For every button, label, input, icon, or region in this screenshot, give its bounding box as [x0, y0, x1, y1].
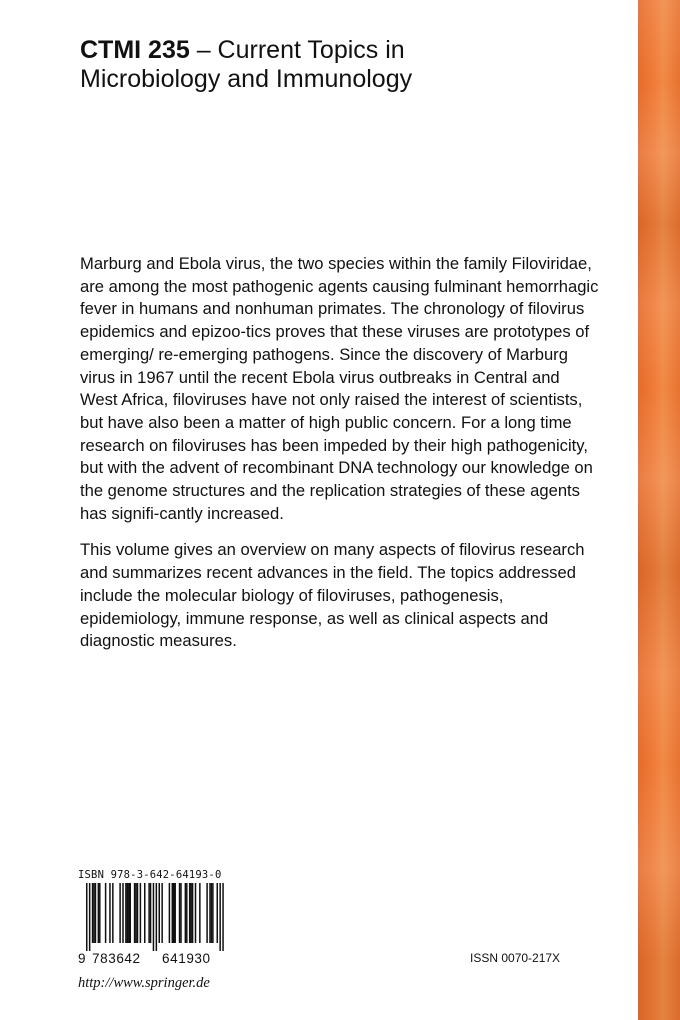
barcode-bar — [112, 883, 114, 943]
barcode-bar — [209, 883, 211, 943]
barcode-bar — [161, 883, 163, 943]
barcode-bar — [130, 883, 132, 943]
barcode-bar — [169, 883, 171, 943]
isbn-label: ISBN 978-3-642-64193-0 — [78, 869, 222, 881]
cover-spine-edge — [638, 0, 680, 1020]
back-cover-blurb — [80, 253, 600, 667]
barcode-bar — [92, 883, 94, 943]
ean-digit-group-1: 783642 — [92, 951, 141, 966]
isbn-barcode-block — [78, 869, 248, 969]
ean-barcode — [78, 883, 228, 951]
barcode-guard-bar — [89, 883, 91, 951]
barcode-bar — [95, 883, 97, 943]
barcode-bar — [179, 883, 181, 943]
ean-digit-group-2: 641930 — [162, 951, 211, 966]
barcode-bar — [174, 883, 176, 943]
barcode-bar — [206, 883, 208, 943]
barcode-bar — [212, 883, 214, 943]
barcode-bar — [99, 883, 101, 943]
barcode-bar — [148, 883, 150, 943]
barcode-guard-bar — [156, 883, 158, 951]
barcode-bar — [98, 883, 100, 943]
barcode-guard-bar — [153, 883, 155, 951]
blurb-paragraph-2: This volume gives an overview on many aspects of filovirus research and summarizes recent advances in the field. The topics addressed include the molecular biology of filoviruses, pathogenesis, epidemiology, immune response, as well as clinical aspects and diagnostic measures. — [80, 540, 585, 651]
barcode-bar — [140, 883, 142, 943]
barcode-bar — [125, 883, 127, 943]
barcode-bar — [211, 883, 213, 943]
ean-digit-first: 9 — [78, 951, 87, 966]
barcode-bar — [190, 883, 192, 943]
series-number: CTMI 235 — [80, 36, 190, 64]
barcode-bar — [122, 883, 124, 943]
barcode-bar — [134, 883, 136, 943]
publisher-url: http://www.springer.de — [78, 975, 210, 991]
blurb-paragraph-1: Marburg and Ebola virus, the two species within the family Filoviridae, are among the most pathogenic agents causing fulminant hemorrhagic fever in humans and nonhuman primates. The chronology of filovirus epidemics and epizoo-tics proves that these viruses are prototypes of emerging/ re-emerging pathogens. Since the discovery of Marburg virus in 1967 until the recent Ebola virus outbreaks in Central and West Africa, filoviruses have not only raised the interest of scientists, but have also been a matter of high public concern. For a long time research on filoviruses has been impeded by their high pathogenicity, but with the advent of recombinant DNA technology our knowledge on the genome structures and the replication strategies of these agents has signifi-cantly increased. — [80, 254, 599, 523]
barcode-bar — [109, 883, 111, 943]
barcode-bar — [150, 883, 152, 943]
barcode-bar — [195, 883, 197, 943]
barcode-guard-bar — [219, 883, 221, 951]
barcode-bar — [144, 883, 146, 943]
barcode-bar — [93, 883, 95, 943]
barcode-bar — [172, 883, 174, 943]
barcode-guard-bar — [222, 883, 224, 951]
barcode-bar — [135, 883, 137, 943]
barcode-bar — [186, 883, 188, 943]
issn-number: ISSN 0070-217X — [470, 951, 561, 965]
barcode-bar — [159, 883, 161, 943]
barcode-bar — [199, 883, 201, 943]
barcode-bar — [119, 883, 121, 943]
barcode-bar — [173, 883, 175, 943]
barcode-bar — [217, 883, 219, 943]
series-title-line2: Microbiology and Immunology — [80, 65, 413, 93]
barcode-bar — [105, 883, 107, 943]
barcode-bar — [189, 883, 191, 943]
barcode-bar — [127, 883, 129, 943]
series-title — [80, 36, 600, 94]
barcode-guard-bar — [86, 883, 88, 951]
barcode-bar — [192, 883, 194, 943]
series-title-rest: – Current Topics in — [189, 36, 405, 64]
barcode-bar — [137, 883, 139, 943]
ean-digits — [78, 951, 248, 969]
barcode-bar — [128, 883, 130, 943]
barcode-bar — [180, 883, 182, 943]
barcode-bar — [185, 883, 187, 943]
